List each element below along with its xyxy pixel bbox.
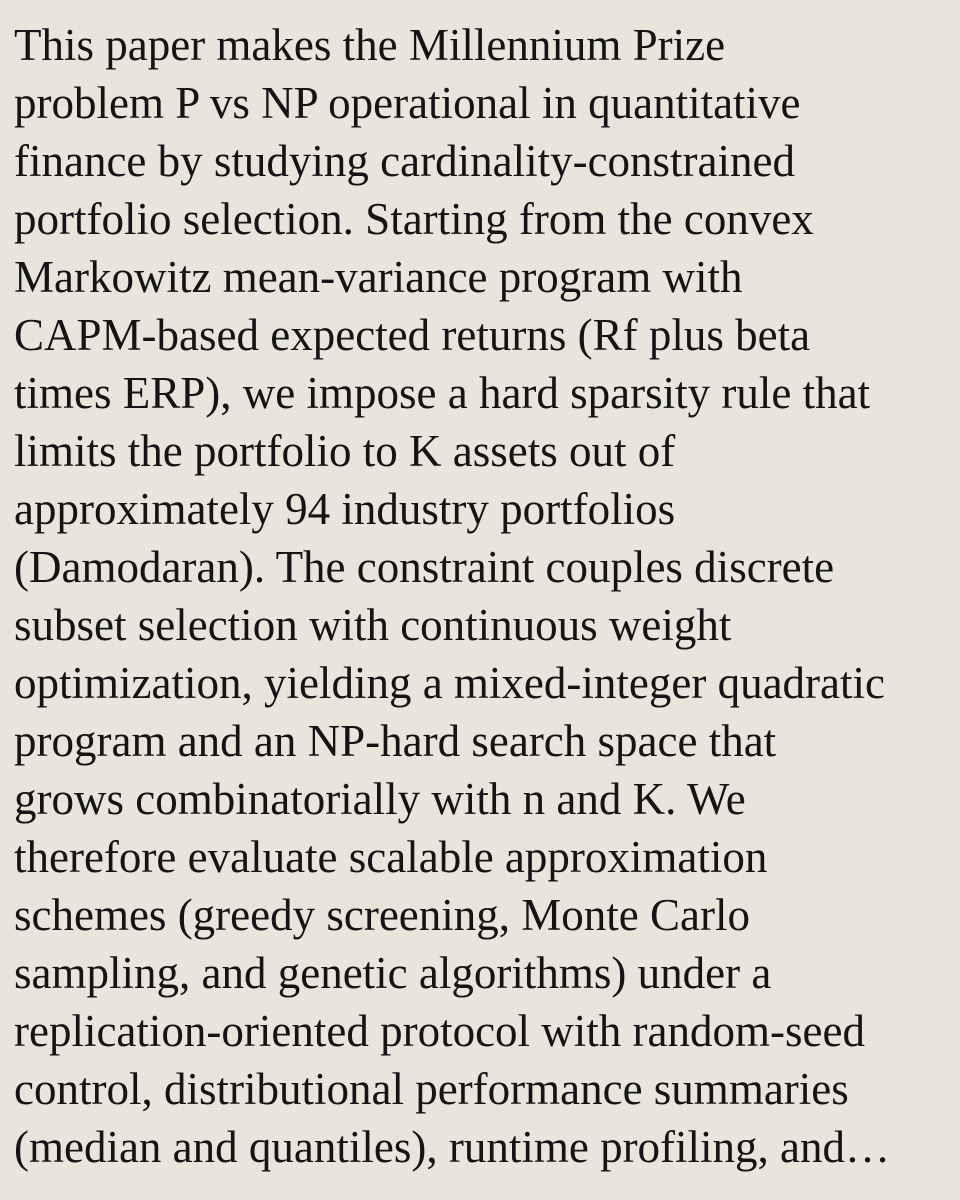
text-line: subset selection with continuous weight [14,600,732,650]
text-line: finance by studying cardinality-constrained [14,136,795,186]
text-line: Markowitz mean-variance program with [14,252,743,302]
text-line: problem P vs NP operational in quantitative [14,78,801,128]
text-line: (median and quantiles), runtime profiling, and… [14,1122,891,1172]
text-line: limits the portfolio to K assets out of [14,426,676,476]
text-line: CAPM-based expected returns (Rf plus beta [14,310,811,360]
text-line: optimization, yielding a mixed-integer quadratic [14,658,885,708]
text-line: therefore evaluate scalable approximation [14,832,768,882]
text-line: grows combinatorially with n and K. We [14,774,746,824]
text-line: portfolio selection. Starting from the convex [14,194,814,244]
text-line: schemes (greedy screening, Monte Carlo [14,890,750,940]
text-line: This paper makes the Millennium Prize [14,20,726,70]
text-line: approximately 94 industry portfolios [14,484,676,534]
text-line: sampling, and genetic algorithms) under a [14,948,772,998]
text-line: times ERP), we impose a hard sparsity rule that [14,368,871,418]
abstract-text [14,16,954,1176]
text-line: replication-oriented protocol with random-seed [14,1006,865,1056]
text-line: program and an NP-hard search space that [14,716,777,766]
text-line: control, distributional performance summaries [14,1064,849,1114]
text-line: (Damodaran). The constraint couples discrete [14,542,835,592]
